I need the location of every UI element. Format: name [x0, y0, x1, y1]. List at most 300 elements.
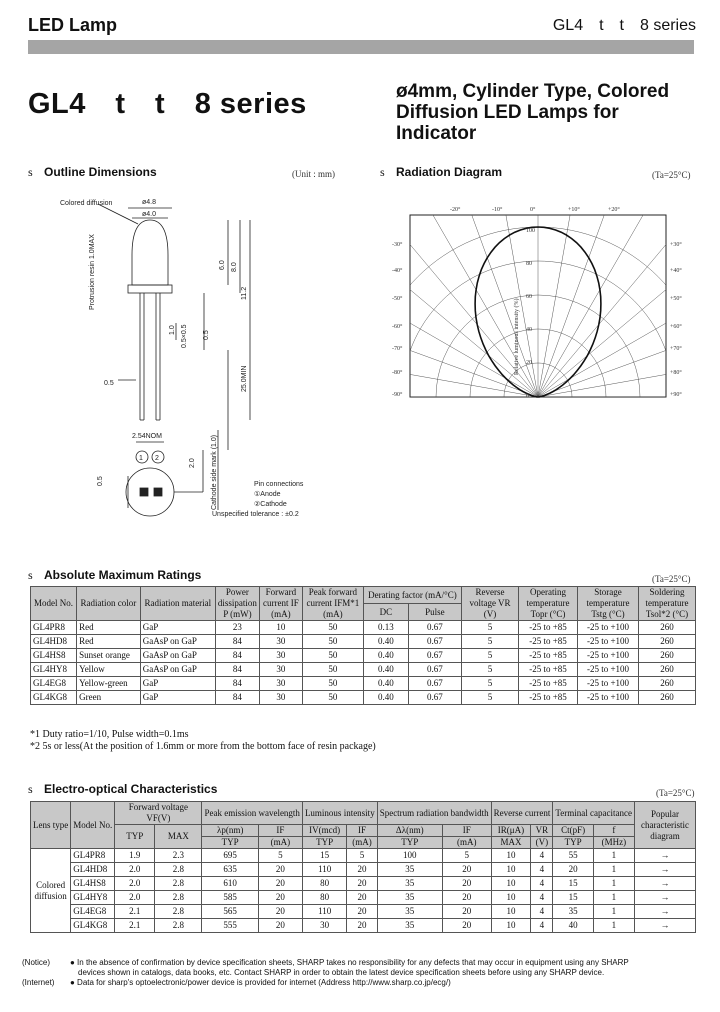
eo-subheader: Δλ(nm)	[377, 825, 442, 837]
absmax-h-model: Model No.	[31, 587, 77, 621]
eo-subheader-unit: TYP	[202, 837, 258, 849]
table-cell: 0.40	[363, 635, 408, 649]
table-cell: -25 to +85	[519, 621, 578, 635]
absmax-h-power: Power dissipation P (mW)	[215, 587, 259, 621]
table-cell: 0.40	[363, 691, 408, 705]
label-cathode-mark: Cathode side mark (1.0)	[211, 434, 218, 510]
product-title: GL4 t t 8 series	[28, 88, 307, 120]
notice-line-1: ● In the absence of confirmation by device specification sheets, SHARP takes no responsibility for any defects that may occur in equipment using any SHARP	[70, 958, 629, 967]
table-cell: GL4KG8	[71, 919, 115, 933]
angle-label-top: 0°	[530, 207, 536, 213]
table-cell: 30	[259, 663, 302, 677]
eo-subheader: f	[593, 825, 634, 837]
table-cell: GL4KG8	[31, 691, 77, 705]
table-cell: 20	[258, 905, 302, 919]
eo-subheader: TYP	[115, 825, 155, 849]
table-row	[31, 905, 696, 919]
intensity-tick: 60	[526, 294, 532, 300]
eo-h-lens: Lens type	[31, 802, 71, 849]
table-cell: 10	[491, 877, 531, 891]
outline-heading	[28, 165, 157, 180]
table-cell: 5	[462, 677, 519, 691]
angle-label-top: +10°	[568, 207, 580, 213]
table-cell: 260	[639, 621, 696, 635]
table-cell: -25 to +100	[578, 635, 639, 649]
table-cell: GL4HD8	[71, 863, 115, 877]
table-cell: 84	[215, 691, 259, 705]
absmax-cond: (Ta=25°C)	[652, 574, 691, 584]
angle-label-left: -40°	[392, 268, 403, 274]
eo-subheader: IR(μA)	[491, 825, 531, 837]
table-cell: 100	[377, 849, 442, 863]
internet-tag: (Internet)	[22, 978, 55, 987]
label-lead: 0.5×0.5	[181, 324, 188, 348]
table-cell: 30	[302, 919, 346, 933]
table-cell: 30	[259, 635, 302, 649]
table-cell: 23	[215, 621, 259, 635]
electro-heading	[28, 782, 217, 797]
led-dome	[132, 220, 168, 285]
header-series: GL4 t t 8 series	[552, 17, 696, 34]
arrow-icon: →	[635, 919, 696, 933]
table-cell: 40	[553, 919, 593, 933]
absmax-heading-text: Absolute Maximum Ratings	[44, 568, 202, 582]
table-cell: 585	[202, 891, 258, 905]
table-cell: 35	[553, 905, 593, 919]
angle-label-left: -90°	[392, 392, 403, 398]
table-cell: 50	[302, 635, 363, 649]
table-cell: 1	[593, 919, 634, 933]
table-cell: 35	[377, 877, 442, 891]
arrow-icon: →	[635, 905, 696, 919]
angle-label-left: -50°	[392, 296, 403, 302]
lens-type-cell	[31, 849, 71, 933]
table-cell: 35	[377, 891, 442, 905]
absmax-heading	[28, 568, 201, 583]
table-cell: 2.3	[155, 849, 202, 863]
table-cell: -25 to +85	[519, 663, 578, 677]
label-h112: 11.2	[241, 286, 248, 300]
table-cell: Red	[77, 635, 141, 649]
eo-subheader-unit: (mA)	[442, 837, 491, 849]
table-cell: 4	[531, 891, 553, 905]
angle-label-right: +40°	[670, 268, 682, 274]
electro-heading-text: Electro-optical Characteristics	[44, 782, 218, 796]
absmax-note-1: *1 Duty ratio=1/10, Pulse width=0.1ms	[30, 729, 189, 740]
table-row	[31, 863, 696, 877]
eo-h-diagram: Popular characteristic diagram	[635, 802, 696, 849]
radiation-diagram	[380, 180, 700, 405]
arrow-icon: →	[635, 891, 696, 905]
table-cell: 50	[302, 677, 363, 691]
eo-subheader: IF	[442, 825, 491, 837]
table-cell: 260	[639, 663, 696, 677]
led-flange	[128, 285, 172, 293]
arrow-icon: →	[635, 849, 696, 863]
table-cell: 0.67	[408, 677, 461, 691]
table-cell: 2.0	[115, 877, 155, 891]
angle-label-top: -10°	[492, 207, 503, 213]
angle-label-left: -60°	[392, 324, 403, 330]
table-cell: 50	[302, 691, 363, 705]
bullet-icon: s	[28, 165, 33, 179]
radiation-cond: (Ta=25°C)	[652, 170, 691, 180]
angular-grid-line	[538, 180, 675, 397]
angle-label-left: -30°	[392, 242, 403, 248]
radial-grid-ring	[380, 227, 700, 405]
table-cell: 20	[347, 877, 377, 891]
label-pin2: 2	[155, 455, 159, 462]
table-cell: 10	[259, 621, 302, 635]
bullet-icon: s	[380, 165, 385, 179]
angle-label-top: -20°	[450, 207, 461, 213]
table-row	[31, 635, 696, 649]
table-cell: 110	[302, 863, 346, 877]
outline-drawing	[28, 180, 368, 525]
absmax-h-pulse: Pulse	[408, 604, 461, 621]
absmax-note-2: *2 5s or less(At the position of 1.6mm or more from the bottom face of resin package)	[30, 741, 376, 752]
table-cell: 1	[593, 849, 634, 863]
angle-label-right: +30°	[670, 242, 682, 248]
table-cell: GaP	[140, 691, 215, 705]
angle-label-right: +70°	[670, 346, 682, 352]
bullet-icon: s	[28, 568, 33, 582]
table-cell: 84	[215, 635, 259, 649]
table-cell: 10	[491, 905, 531, 919]
table-row	[31, 691, 696, 705]
table-cell: 5	[462, 663, 519, 677]
intensity-tick: 20	[526, 360, 532, 366]
table-row	[31, 677, 696, 691]
table-cell: 20	[258, 919, 302, 933]
table-cell: GaAsP on GaP	[140, 649, 215, 663]
absmax-h-derating: Derating factor (mA/°C)	[363, 587, 461, 604]
absmax-h-if: Forward current IF (mA)	[259, 587, 302, 621]
table-cell: GL4PR8	[31, 621, 77, 635]
table-row	[31, 621, 696, 635]
table-cell: GL4HS8	[71, 877, 115, 891]
eo-subheader-unit: TYP	[302, 837, 346, 849]
table-cell: 0.67	[408, 635, 461, 649]
table-cell: 260	[639, 649, 696, 663]
label-lead-h: 0.5	[104, 380, 114, 387]
label-h10: 1.0	[169, 325, 176, 335]
subtitle-line-2: Diffusion LED Lamps for	[396, 102, 619, 123]
table-cell: 1	[593, 863, 634, 877]
eo-subheader: IF	[347, 825, 377, 837]
table-cell: GL4HY8	[71, 891, 115, 905]
table-cell: 30	[259, 691, 302, 705]
notice-tag: (Notice)	[22, 958, 51, 967]
table-cell: 5	[258, 849, 302, 863]
table-cell: 84	[215, 663, 259, 677]
pin-cathode: ②Cathode	[254, 501, 287, 508]
table-cell: 10	[491, 919, 531, 933]
angle-label-left: -70°	[392, 346, 403, 352]
eo-subheader-unit: TYP	[553, 837, 593, 849]
internet-line: ● Data for sharp's optoelectronic/power device is provided for internet (Address http://www.sharp.co.jp/ecg/)	[70, 978, 451, 987]
table-cell: 110	[302, 905, 346, 919]
table-row	[31, 919, 696, 933]
table-cell: GL4HD8	[31, 635, 77, 649]
eo-subheader-unit: MAX	[491, 837, 531, 849]
pin-anode: ①Anode	[254, 491, 281, 498]
notice-line-2: devices shown in catalogs, data books, etc. Contact SHARP in order to obtain the latest device specification sheets before using any SHARP device.	[78, 968, 605, 977]
eo-subheader-unit: (MHz)	[593, 837, 634, 849]
radiation-ylabel: Relative luminous intensity (%)	[514, 298, 520, 375]
table-cell: 50	[302, 621, 363, 635]
table-cell: 5	[462, 691, 519, 705]
table-cell: -25 to +100	[578, 649, 639, 663]
table-cell: 35	[377, 919, 442, 933]
label-d05b: 0.5	[97, 476, 104, 486]
angle-label-right: +60°	[670, 324, 682, 330]
eo-subheader: IF	[258, 825, 302, 837]
table-cell: -25 to +85	[519, 635, 578, 649]
table-cell: 555	[202, 919, 258, 933]
table-cell: 80	[302, 891, 346, 905]
table-cell: 635	[202, 863, 258, 877]
table-cell: 20	[347, 905, 377, 919]
table-cell: -25 to +85	[519, 691, 578, 705]
label-h80: 8.0	[231, 262, 238, 272]
absmax-h-topr: Operating temperature Topr (°C)	[519, 587, 578, 621]
table-cell: 84	[215, 677, 259, 691]
table-cell: 0.67	[408, 663, 461, 677]
label-d20: 2.0	[189, 458, 196, 468]
table-cell: 20	[258, 891, 302, 905]
table-cell: 35	[377, 863, 442, 877]
table-cell: 10	[491, 849, 531, 863]
table-cell: 20	[553, 863, 593, 877]
table-cell: 1	[593, 905, 634, 919]
absmax-h-color: Radiation color	[77, 587, 141, 621]
table-cell: 0.67	[408, 621, 461, 635]
table-cell: 20	[258, 863, 302, 877]
bullet-icon: s	[28, 782, 33, 796]
table-cell: 4	[531, 905, 553, 919]
table-cell: 15	[553, 891, 593, 905]
table-cell: 1	[593, 877, 634, 891]
absmax-h-material: Radiation material	[140, 587, 215, 621]
table-cell: 20	[442, 905, 491, 919]
table-cell: 15	[553, 877, 593, 891]
header-bar	[28, 40, 694, 54]
table-cell: 0.40	[363, 677, 408, 691]
table-row	[31, 849, 696, 863]
table-cell: 80	[302, 877, 346, 891]
table-cell: -25 to +100	[578, 677, 639, 691]
footer	[22, 958, 712, 988]
table-cell: 55	[553, 849, 593, 863]
eo-h-reverse: Reverse current	[491, 802, 553, 825]
table-cell: GaP	[140, 677, 215, 691]
table-cell: 84	[215, 649, 259, 663]
table-cell: 2.8	[155, 905, 202, 919]
table-cell: 610	[202, 877, 258, 891]
eo-subheader: IV(mcd)	[302, 825, 346, 837]
eo-h-peak: Peak emission wavelength	[202, 802, 302, 825]
label-pin1: 1	[139, 455, 143, 462]
electro-table	[30, 801, 696, 933]
radiation-heading	[380, 165, 502, 180]
table-cell: 20	[347, 891, 377, 905]
table-row	[31, 877, 696, 891]
table-cell: 1	[593, 891, 634, 905]
angle-label-right: +50°	[670, 296, 682, 302]
table-cell: -25 to +100	[578, 621, 639, 635]
table-cell: 20	[442, 863, 491, 877]
table-cell: 2.8	[155, 863, 202, 877]
table-cell: 30	[259, 649, 302, 663]
table-cell: -25 to +100	[578, 691, 639, 705]
table-cell: GaP	[140, 621, 215, 635]
eo-subheader-unit: (mA)	[258, 837, 302, 849]
table-cell: 2.8	[155, 877, 202, 891]
angle-label-right: +80°	[670, 370, 682, 376]
table-cell: Red	[77, 621, 141, 635]
intensity-tick: 80	[526, 261, 532, 267]
table-cell: 20	[347, 919, 377, 933]
absmax-h-vr: Reverse voltage VR (V)	[462, 587, 519, 621]
eo-h-model: Model No.	[71, 802, 115, 849]
table-cell: 0.13	[363, 621, 408, 635]
eo-subheader-unit: TYP	[377, 837, 442, 849]
arrow-icon: →	[635, 877, 696, 891]
eo-subheader: VR	[531, 825, 553, 837]
table-cell: GaAsP on GaP	[140, 663, 215, 677]
electro-cond: (Ta=25°C)	[656, 788, 695, 798]
table-cell: 50	[302, 663, 363, 677]
eo-subheader-unit: (mA)	[347, 837, 377, 849]
eo-h-cap: Terminal capacitance	[553, 802, 635, 825]
angle-label-left: -80°	[392, 370, 403, 376]
radiation-heading-text: Radiation Diagram	[396, 165, 503, 179]
table-cell: 20	[442, 919, 491, 933]
table-cell: 2.1	[115, 919, 155, 933]
table-cell: 260	[639, 635, 696, 649]
label-d48: ø4.8	[142, 199, 157, 206]
intensity-tick: 0	[526, 393, 529, 399]
eo-subheader: Ct(pF)	[553, 825, 593, 837]
table-cell: 5	[462, 649, 519, 663]
table-cell: 4	[531, 919, 553, 933]
subtitle-line-3: Indicator	[396, 123, 477, 144]
table-cell: -25 to +100	[578, 663, 639, 677]
table-cell: Yellow-green	[77, 677, 141, 691]
table-row	[31, 891, 696, 905]
angle-label-top: +20°	[608, 207, 620, 213]
table-cell: Green	[77, 691, 141, 705]
eo-h-vf: Forward voltage VF(V)	[115, 802, 202, 825]
table-cell: 20	[258, 877, 302, 891]
table-cell: GL4HY8	[31, 663, 77, 677]
table-cell: 1.9	[115, 849, 155, 863]
label-dim-25: 25.0MIN	[241, 365, 248, 392]
table-cell: 565	[202, 905, 258, 919]
tolerance-note: Unspecified tolerance : ±0.2	[212, 511, 299, 518]
table-cell: 5	[462, 621, 519, 635]
lens-type-line: diffusion	[34, 890, 67, 901]
table-cell: GL4EG8	[31, 677, 77, 691]
eo-h-lum: Luminous intensity	[302, 802, 377, 825]
lens-type-line: Colored	[36, 879, 66, 890]
table-cell: 5	[442, 849, 491, 863]
angle-label-right: +90°	[670, 392, 682, 398]
led-bottom-view	[126, 468, 174, 516]
table-cell: 15	[302, 849, 346, 863]
table-cell: GaAsP on GaP	[140, 635, 215, 649]
table-cell: 20	[347, 863, 377, 877]
label-d40: ø4.0	[142, 211, 157, 218]
table-cell: 2.1	[115, 905, 155, 919]
outline-heading-text: Outline Dimensions	[44, 165, 157, 179]
table-cell: 0.67	[408, 649, 461, 663]
eo-subheader-unit: (V)	[531, 837, 553, 849]
pin-connections-title: Pin connections	[254, 481, 304, 488]
absmax-h-dc: DC	[363, 604, 408, 621]
label-protrusion: Protrusion resin 1.0MAX	[89, 234, 96, 310]
label-h60: 6.0	[219, 260, 226, 270]
table-cell: GL4PR8	[71, 849, 115, 863]
table-cell: 4	[531, 849, 553, 863]
header-title: LED Lamp	[28, 15, 118, 35]
table-cell: 260	[639, 691, 696, 705]
table-cell: 0.67	[408, 691, 461, 705]
table-cell: 4	[531, 863, 553, 877]
table-cell: Yellow	[77, 663, 141, 677]
table-cell: -25 to +85	[519, 677, 578, 691]
table-cell: 5	[347, 849, 377, 863]
table-cell: 10	[491, 891, 531, 905]
product-subtitle	[396, 81, 696, 144]
table-cell: 30	[259, 677, 302, 691]
table-cell: 20	[442, 877, 491, 891]
table-cell: 2.0	[115, 891, 155, 905]
absmax-table	[30, 586, 696, 705]
label-pitch: 2.54NOM	[132, 433, 162, 440]
table-cell: 10	[491, 863, 531, 877]
table-row	[31, 663, 696, 677]
table-row	[31, 649, 696, 663]
label-h05: 0.5	[203, 330, 210, 340]
angular-grid-line	[538, 328, 700, 397]
table-cell: 2.0	[115, 863, 155, 877]
table-cell: 695	[202, 849, 258, 863]
absmax-h-ifm: Peak forward current IFM*1 (mA)	[302, 587, 363, 621]
table-cell: 0.40	[363, 663, 408, 677]
table-cell: 0.40	[363, 649, 408, 663]
eo-subheader: MAX	[155, 825, 202, 849]
table-cell: 2.8	[155, 891, 202, 905]
table-cell: 5	[462, 635, 519, 649]
table-cell: 2.8	[155, 919, 202, 933]
outline-unit: (Unit : mm)	[292, 169, 335, 179]
table-cell: 20	[442, 891, 491, 905]
label-colored-diffusion: Colored diffusion	[60, 200, 113, 207]
table-cell: GL4HS8	[31, 649, 77, 663]
table-cell: Sunset orange	[77, 649, 141, 663]
table-cell: 4	[531, 877, 553, 891]
table-cell: GL4EG8	[71, 905, 115, 919]
eo-subheader: λp(nm)	[202, 825, 258, 837]
intensity-tick: 40	[526, 327, 532, 333]
table-cell: -25 to +85	[519, 649, 578, 663]
table-cell: 35	[377, 905, 442, 919]
table-cell: 260	[639, 677, 696, 691]
subtitle-line-1: ø4mm, Cylinder Type, Colored	[396, 81, 670, 102]
arrow-icon: →	[635, 863, 696, 877]
